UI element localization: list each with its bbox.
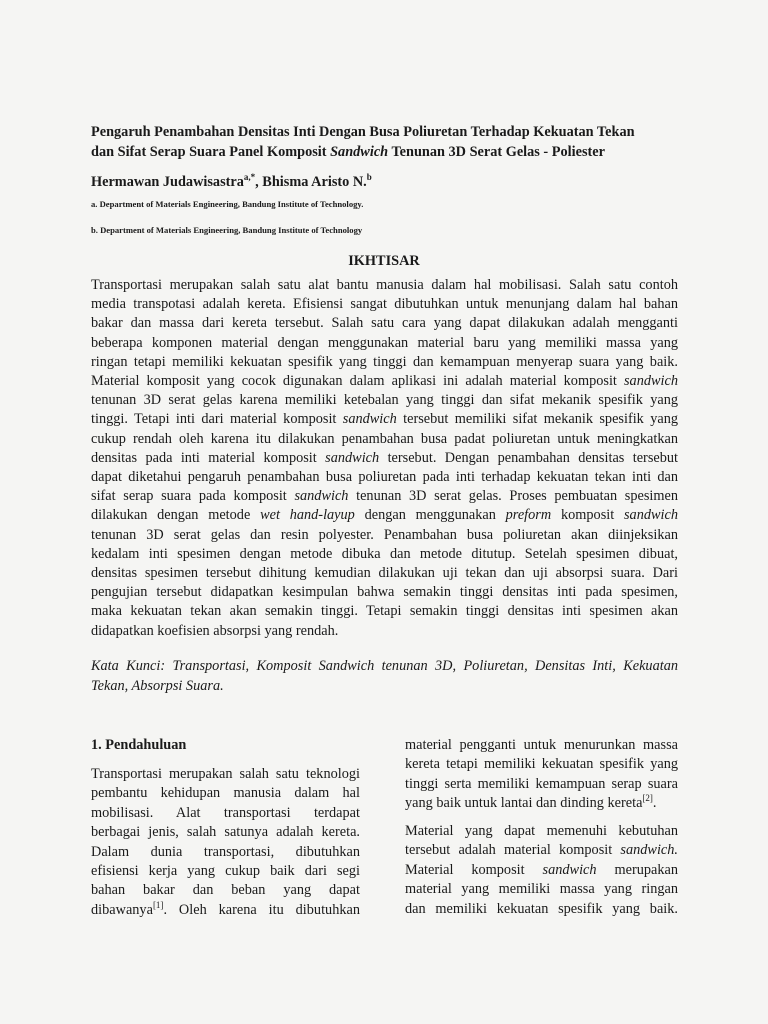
abstract-text: komposit	[551, 507, 624, 524]
abstract-italic: sandwich	[623, 373, 678, 390]
abstract-text: dilakukan dengan metode	[91, 507, 261, 524]
body-line: berbagai jenis, salah satunya adalah kereta.	[91, 824, 360, 841]
body-text: . Oleh karena itu dibutuhkan	[163, 901, 360, 918]
abstract-italic: sandwich	[342, 411, 397, 428]
author-1-affiliation: a,	[243, 172, 251, 182]
body-text: merupakan	[596, 861, 678, 878]
body-line: kereta tetapi memiliki kekuatan spesifik yang	[405, 756, 678, 773]
abstract-line: densitas spesimen tersebut dihitung kemudian dilakukan uji tekan dan uji absorpsi suara. Dari	[91, 565, 678, 582]
abstract-text: tenunan 3D serat gelas. Proses pembuatan spesimen	[348, 488, 678, 505]
body-line: Dalam dunia transportasi, dibutuhkan	[91, 843, 360, 860]
corresponding-author-mark: *	[250, 172, 256, 182]
body-line: mobilisasi. Alat transportasi terdapat	[91, 804, 360, 821]
abstract-text: densitas pada inti material komposit	[91, 449, 326, 466]
body-line: Transportasi merupakan salah satu teknologi	[91, 766, 360, 782]
abstract-line: Transportasi merupakan salah satu alat bantu manusia dalam hal mobilisasi. Salah satu contoh	[91, 277, 678, 293]
title-italic-word: Sandwich	[330, 144, 389, 160]
abstract-line: tenunan 3D serat gelas dan resin polyester. Penambahan busa poliuretan akan diinjeksikan	[91, 526, 678, 543]
section-heading	[91, 736, 360, 755]
affiliation-a: a. Department of Materials Engineering, Bandung Institute of Technology.	[91, 199, 364, 209]
abstract-line: tenunan 3D serat gelas karena memiliki ketebalan yang tinggi dan sifat mekanik spesifik yang	[91, 392, 678, 409]
abstract-line: cukup rendah oleh karena itu dilakukan penambahan busa padat poliuretan untuk meningkatkan	[91, 430, 678, 447]
paper-title	[91, 122, 691, 162]
body-italic: sandwich.	[620, 842, 678, 859]
author-1: Hermawan Judawisastra	[91, 174, 244, 190]
abstract-italic: wet hand-layup	[260, 507, 355, 524]
abstract-body	[91, 276, 678, 641]
abstract-line: bakar dan massa dari kereta tersebut. Salah satu cara yang dapat dilakukan adalah mengganti	[91, 315, 678, 332]
body-text: tersebut adalah material komposit	[405, 842, 621, 859]
body-line: Material yang dapat memenuhi kebutuhan	[405, 823, 678, 839]
abstract-line: kedalam inti spesimen dengan metode dibuka dan metode ditutup. Setelah spesimen dibuat,	[91, 545, 678, 562]
title-line-1: Pengaruh Penambahan Densitas Inti Dengan Busa Poliuretan Terhadap Kekuatan Tekan	[91, 124, 635, 140]
abstract-line: maka kekuatan tekan akan semakin tinggi. Tetapi semakin tinggi densitas inti spesimen akan	[91, 603, 678, 620]
body-line: material yang memiliki massa yang ringan	[405, 881, 678, 898]
title-text: dan Sifat Serap Suara Panel Komposit	[91, 144, 331, 160]
intro-left-column	[91, 765, 360, 920]
body-line: dan memiliki kekuatan spesifik yang baik.	[405, 900, 678, 917]
abstract-text: sifat serap suara pada komposit	[91, 488, 295, 505]
body-line	[91, 901, 360, 920]
abstract-text: tinggi. Tetapi inti dari material komposit	[91, 411, 343, 428]
abstract-line: didapatkan koefisien absorpsi yang rendah.	[91, 622, 339, 639]
body-line: material pengganti untuk menurunkan massa	[405, 737, 678, 753]
intro-right-column-top	[405, 736, 678, 814]
author-list	[91, 172, 372, 191]
abstract-text: dengan menggunakan	[354, 507, 506, 524]
title-line-2	[91, 142, 691, 162]
body-text: Material komposit	[405, 861, 543, 878]
abstract-text: tersebut. Dengan penambahan densitas tersebut	[379, 449, 678, 466]
abstract-italic: sandwich	[623, 507, 678, 524]
keywords-line: Tekan, Absorpsi Suara.	[91, 677, 224, 694]
author-2: , Bhisma Aristo N.	[255, 174, 367, 190]
abstract-heading: IKHTISAR	[348, 253, 420, 269]
abstract-line	[91, 410, 678, 429]
citation-1[interactable]: [1]	[152, 899, 164, 910]
abstract-italic: sandwich	[325, 449, 380, 466]
abstract-line	[91, 506, 678, 525]
abstract-line: beberapa komponen material dengan menggunakan material baru yang memiliki massa yang	[91, 334, 678, 351]
author-2-affiliation: b	[366, 172, 372, 182]
body-line: pembantu kehidupan manusia dalam hal	[91, 785, 360, 802]
abstract-line: pengujian tersebut didapatkan kesimpulan bahwa semakin tinggi densitas inti pada spesimen,	[91, 584, 678, 601]
body-line: efisiensi kerja yang cukup baik dari segi	[91, 863, 360, 880]
body-text: .	[652, 795, 657, 812]
abstract-line	[91, 372, 678, 391]
section-heading-pendahuluan: 1. Pendahuluan	[91, 737, 187, 753]
abstract-text: Material komposit yang cocok digunakan dalam aplikasi ini adalah material komposit	[91, 373, 624, 390]
body-line	[405, 861, 678, 880]
abstract-italic: sandwich	[294, 488, 349, 505]
body-line: tinggi serta memiliki kemampuan serap suara	[405, 775, 678, 792]
keywords-line: Kata Kunci: Transportasi, Komposit Sandwich tenunan 3D, Poliuretan, Densitas Inti, Kekuatan	[91, 658, 678, 674]
citation-2[interactable]: [2]	[642, 793, 653, 804]
abstract-line	[91, 487, 678, 506]
intro-right-column-para2	[405, 822, 678, 919]
abstract-line: dapat diketahui pengaruh penambahan busa poliuretan pada inti terhadap kekuatan tekan inti dan	[91, 469, 678, 486]
abstract-italic: preform	[505, 507, 552, 524]
title-text: Tenunan 3D Serat Gelas - Poliester	[388, 144, 605, 160]
body-line: bahan bakar dan beban yang dapat	[91, 882, 360, 899]
body-text: dibawanya	[91, 901, 153, 918]
body-line	[405, 841, 678, 860]
abstract-line: media transpotasi adalah kereta. Efisiensi sangat dibutuhkan untuk menunjang dalam hal bahan	[91, 296, 678, 313]
keywords	[91, 657, 678, 696]
abstract-line: ringan tetapi memiliki kekuatan spesifik yang tinggi dan kemampuan menyerap suara yang baik.	[91, 353, 678, 370]
abstract-text: tersebut memiliki sifat mekanik spesifik yang	[396, 411, 678, 428]
abstract-line	[91, 449, 678, 468]
affiliation-b: b. Department of Materials Engineering, Bandung Institute of Technology	[91, 225, 363, 235]
body-italic: sandwich	[542, 861, 597, 878]
body-text: yang baik untuk lantai dan dinding kereta	[405, 795, 643, 812]
body-line	[405, 794, 678, 813]
